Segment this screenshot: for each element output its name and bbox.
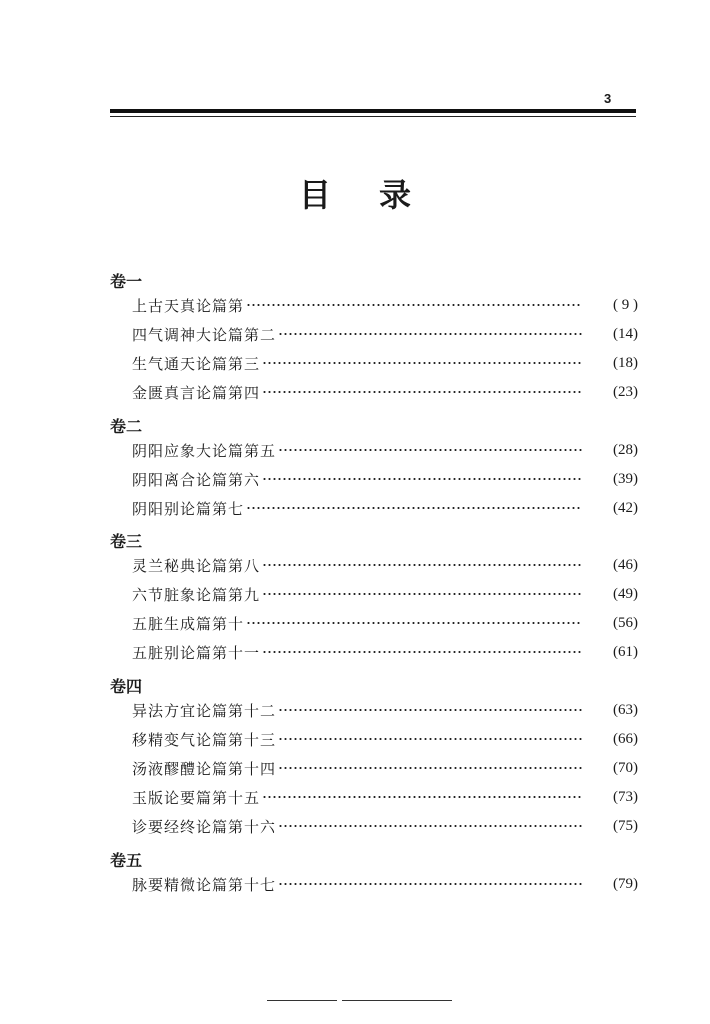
volume-heading: 卷一 xyxy=(110,272,143,291)
toc-entry-title: 五脏生成篇第十 xyxy=(132,614,245,633)
toc-entry-page: (56) xyxy=(613,614,638,631)
toc-entry[interactable] xyxy=(132,554,638,576)
toc-entry[interactable] xyxy=(132,583,638,605)
toc-entry-page: (42) xyxy=(613,499,638,516)
toc-entry[interactable] xyxy=(132,728,638,750)
volume-heading: 卷五 xyxy=(110,851,143,870)
toc-entry[interactable] xyxy=(132,641,638,663)
toc-entry-page: (66) xyxy=(613,730,638,747)
page-number: 3 xyxy=(604,91,612,106)
toc-entry-title: 灵兰秘典论篇第八 xyxy=(132,556,261,575)
toc-entry-title: 移精变气论篇第十三 xyxy=(132,730,277,749)
toc-entry-title: 脉要精微论篇第十七 xyxy=(132,875,277,894)
toc-entry[interactable] xyxy=(132,294,638,316)
toc-entry-page: (61) xyxy=(613,643,638,660)
dot-leader xyxy=(262,592,582,596)
toc-entry-title: 阴阳别论篇第七 xyxy=(132,499,245,518)
dot-leader xyxy=(278,737,582,741)
toc-entry-page: (70) xyxy=(613,759,638,776)
dot-leader xyxy=(262,390,582,394)
toc-entry-title: 玉版论要篇第十五 xyxy=(132,788,261,807)
toc-entry[interactable] xyxy=(132,786,638,808)
dot-leader xyxy=(262,795,582,799)
page-title: 目录 xyxy=(298,176,459,214)
dot-leader xyxy=(278,766,582,770)
toc-entry-page: (75) xyxy=(613,817,638,834)
toc-entry-title: 阴阳应象大论篇第五 xyxy=(132,441,277,460)
dot-leader xyxy=(262,361,582,365)
toc-entry-page: (73) xyxy=(613,788,638,805)
scan-artifact xyxy=(267,1000,337,1001)
toc-entry[interactable] xyxy=(132,439,638,461)
toc-entry-title: 四气调神大论篇第二 xyxy=(132,325,277,344)
toc-entry-title: 上古天真论篇第 xyxy=(132,296,245,315)
dot-leader xyxy=(278,708,582,712)
scan-artifact xyxy=(342,1000,452,1001)
toc-entry-title: 金匮真言论篇第四 xyxy=(132,383,261,402)
toc-entry[interactable] xyxy=(132,873,638,895)
toc-entry-title: 阴阳离合论篇第六 xyxy=(132,470,261,489)
dot-leader xyxy=(262,650,582,654)
dot-leader xyxy=(278,332,582,336)
toc-entry-page: (14) xyxy=(613,325,638,342)
volume-heading: 卷二 xyxy=(110,417,143,436)
dot-leader xyxy=(278,824,582,828)
dot-leader xyxy=(246,506,582,510)
volume-heading: 卷四 xyxy=(110,677,143,696)
toc-entry-title: 汤液醪醴论篇第十四 xyxy=(132,759,277,778)
toc-entry-title: 诊要经终论篇第十六 xyxy=(132,817,277,836)
toc-entry-page: (28) xyxy=(613,441,638,458)
toc-entry-title: 生气通天论篇第三 xyxy=(132,354,261,373)
dot-leader xyxy=(246,303,582,307)
toc-entry[interactable] xyxy=(132,757,638,779)
dot-leader xyxy=(246,621,582,625)
toc-entry[interactable] xyxy=(132,699,638,721)
toc-entry-page: (63) xyxy=(613,701,638,718)
toc-entry-page: ( 9 ) xyxy=(613,296,638,313)
toc-entry-page: (79) xyxy=(613,875,638,892)
toc-entry[interactable] xyxy=(132,815,638,837)
dot-leader xyxy=(278,882,582,886)
toc-entry-page: (23) xyxy=(613,383,638,400)
toc-entry-page: (39) xyxy=(613,470,638,487)
toc-entry[interactable] xyxy=(132,612,638,634)
dot-leader xyxy=(262,477,582,481)
toc-entry-title: 五脏别论篇第十一 xyxy=(132,643,261,662)
toc-entry-title: 六节脏象论篇第九 xyxy=(132,585,261,604)
toc-entry[interactable] xyxy=(132,381,638,403)
toc-entry-page: (46) xyxy=(613,556,638,573)
toc-entry[interactable] xyxy=(132,468,638,490)
toc-entry-page: (49) xyxy=(613,585,638,602)
toc-entry[interactable] xyxy=(132,323,638,345)
toc-entry-title: 异法方宜论篇第十二 xyxy=(132,701,277,720)
toc-entry[interactable] xyxy=(132,352,638,374)
toc-entry[interactable] xyxy=(132,497,638,519)
dot-leader xyxy=(278,448,582,452)
dot-leader xyxy=(262,563,582,567)
volume-heading: 卷三 xyxy=(110,532,143,551)
toc-entry-page: (18) xyxy=(613,354,638,371)
